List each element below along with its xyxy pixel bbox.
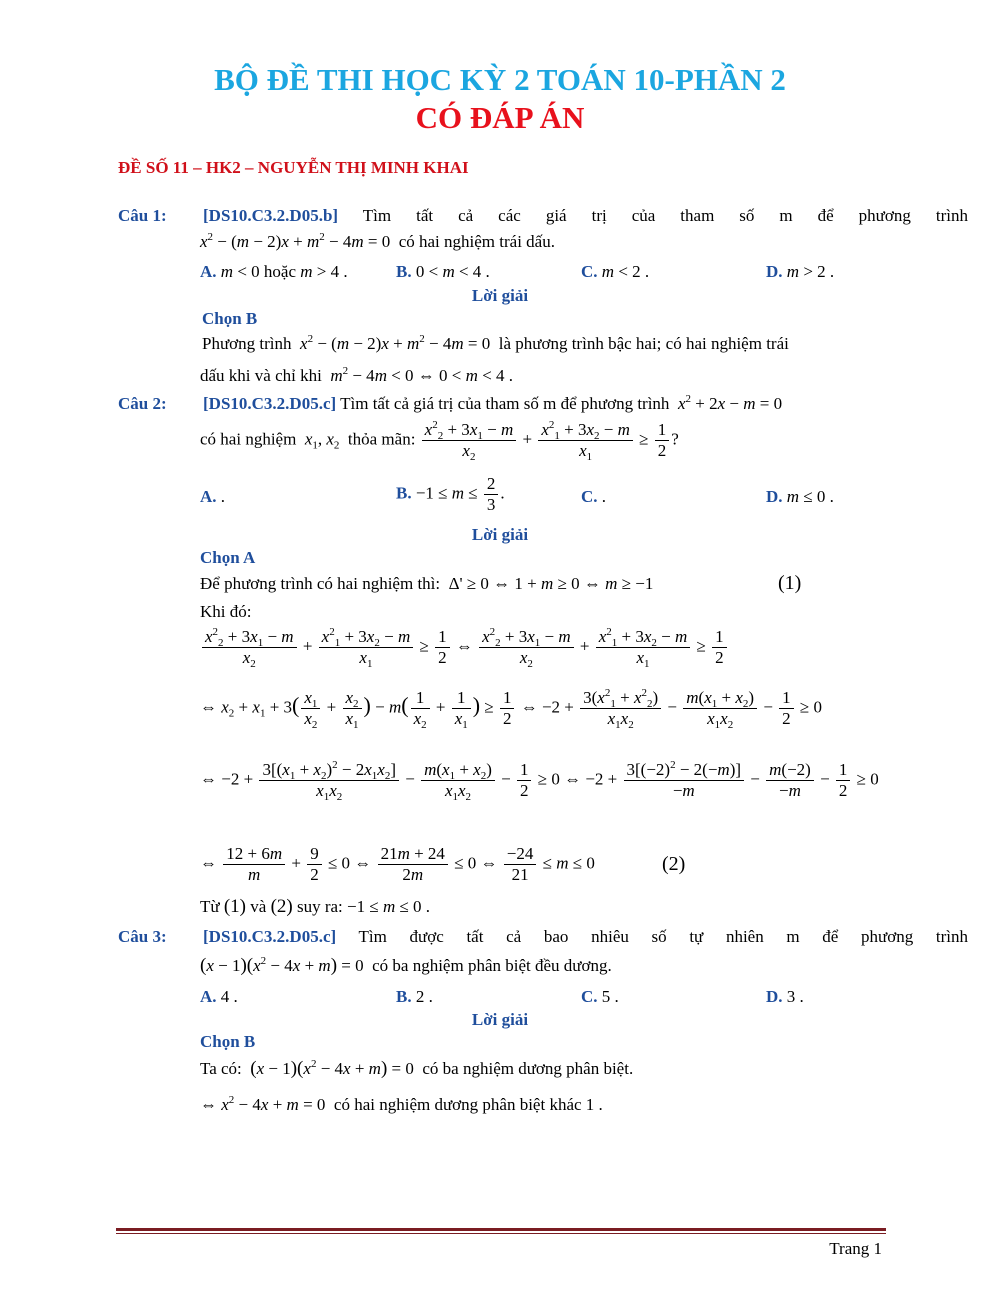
question-2-khi-do: Khi đó: [200,602,252,621]
question-1-label: Câu 1: [118,206,167,225]
question-2-option-b[interactable]: B. −1 ≤ m ≤ $\frac{2}{3}$ . [396,474,505,514]
question-3-tag: [DS10.C3.2.D05.c] [203,927,337,946]
question-2-answer: Chọn A [200,548,256,567]
question-1-option-b[interactable]: B. 0 < m < 4 . [396,262,490,281]
question-3-solution-line2: ⇔ $x^2 - 4x + m = 0$ có hai nghiệm dương phân biệt khác 1 . [200,1094,603,1114]
question-1-text2: có hai nghiệm trái dấu. [398,232,555,251]
question-2-step2: ⇔ $x_2 + x_1 + 3$( $\frac{x_1}{x_2}$ + $\frac{x_2}{x_1}$ ) − m( $\frac{1}{x_2}$ + $\frac{1}{x_1}$ ) ≥ $\frac{1}{2}$ ⇔ −2 + $\frac{3(x^2_1 + x^2_2)}{x_1x_2}$ − $\frac{m(x_1 + x_2)}{x_1x_2}$ − $\frac{1}{2}$ ≥ 0 [200,687,822,731]
question-2-tag: [DS10.C3.2.D05.c] [203,394,337,413]
question-3-equation: $(x - 1)(x^2 - 4x + m) = 0$ có ba nghiệm phân biệt đều dương. [200,955,612,976]
equation-number-2: (2) [662,853,686,875]
question-3-stem: [DS10.C3.2.D05.c] Tìm được tất cả bao nhiêu số tự nhiên m để phương trình [203,927,968,946]
question-2-step3: ⇔ −2 + $\frac{3[(x_1 + x_2)^2 - 2x_1x_2]}{x_1x_2}$ − $\frac{m(x_1 + x_2)}{x_1x_2}$ − $\frac{1}{2}$ ≥ 0 ⇔ −2 + $\frac{3[(-2)^2 - 2(-m)]}{-m}$ − $\frac{m(-2)}{-m}$ − $\frac{1}{2}$ ≥ 0 [200,759,879,803]
equation-number-1: (1) [778,572,802,594]
footer-rule-thin [116,1233,886,1234]
question-1-solution-line1: Phương trình $x^2 - (m - 2)x + m^2 - 4m = 0$ là phương trình bậc hai; có hai nghiệm trái [202,333,789,353]
question-1-equation: $x^2 - (m - 2)x + m^2 - 4m = 0$ có hai nghiệm trái dấu. [200,231,555,251]
question-3-label: Câu 3: [118,927,167,946]
page-number: Trang 1 [829,1239,882,1258]
question-1-option-d[interactable]: D. m > 2 . [766,262,835,281]
question-2-conclusion: Từ (1) và (2) suy ra: −1 ≤ m ≤ 0 . [200,896,431,917]
question-2-solution-line1: Để phương trình có hai nghiệm thì: Δ' ≥ 0 ⇔ 1 + m ≥ 0 ⇔ m ≥ −1 [200,574,654,593]
question-3-option-a[interactable]: A. 4 . [200,987,238,1006]
question-1-stem [203,206,968,226]
question-2-label: Câu 2: [118,394,167,413]
question-2-option-c[interactable]: C. . [581,487,607,506]
question-3-option-c[interactable]: C. 5 . [581,987,619,1006]
question-2-step4: ⇔ $\frac{12 + 6m}{m}$ + $\frac{9}{2}$ ≤ 0 ⇔ $\frac{21m + 24}{2m}$ ≤ 0 ⇔ $\frac{-24}{21}$ ≤ m ≤ 0 [200,844,595,884]
question-2-solution-label: Lời giải [471,525,529,544]
question-1-option-a[interactable]: A. m < 0 hoặc m > 4 . [200,262,348,281]
question-1-answer: Chọn B [202,309,258,328]
question-1-tag: [DS10.C3.2.D05.b] [203,206,339,225]
exam-heading: ĐỀ SỐ 11 – HK2 – NGUYỄN THỊ MINH KHAI [118,158,469,177]
question-1-text: Tìm tất cả các giá trị của tham số m để phương trình [362,206,968,225]
question-2-step1: $\frac{x^2_2 + 3x_1 - m}{x_2}$ + $\frac{x^2_1 + 3x_2 - m}{x_1}$ ≥ $\frac{1}{2}$ ⇔ $\frac{x^2_2 + 3x_1 - m}{x_2}$ + $\frac{x^2_1 + 3x_2 - m}{x_1}$ ≥ $\frac{1}{2}$ [200,627,729,668]
question-1-solution-label: Lời giải [471,286,529,305]
question-2-option-a[interactable]: A. . [200,487,226,506]
document-subtitle: CÓ ĐÁP ÁN [415,100,585,135]
question-1-solution-line2: dấu khi và chỉ khi $m^2 - 4m < 0$ ⇔ 0 < m < 4 . [200,365,514,385]
question-3-option-b[interactable]: B. 2 . [396,987,433,1006]
question-3-solution-line1: Ta có: $(x - 1)(x^2 - 4x + m) = 0$ có ba nghiệm dương phân biệt. [200,1058,634,1079]
question-3-option-d[interactable]: D. 3 . [766,987,804,1006]
question-2-option-d[interactable]: D. m ≤ 0 . [766,487,834,506]
document-title: BỘ ĐỀ THI HỌC KỲ 2 TOÁN 10-PHẦN 2 [214,62,786,97]
question-1-option-c[interactable]: C. m < 2 . [581,262,650,281]
question-3-solution-label: Lời giải [471,1010,529,1029]
question-2-condition: có hai nghiệm $x_1$, $x_2$ thỏa mãn: $\frac{x^2_2 + 3x_1 - m}{x_2}$ + $\frac{x^2_1 + 3x_2 - m}{x_1}$ ≥ $\frac{1}{2}$ ? [200,419,679,463]
footer-rule [116,1228,886,1231]
question-3-answer: Chọn B [200,1032,256,1051]
question-2-stem: [DS10.C3.2.D05.c] Tìm tất cả giá trị của tham số m để phương trình $x^2 + 2x - m = 0$ [203,393,783,413]
